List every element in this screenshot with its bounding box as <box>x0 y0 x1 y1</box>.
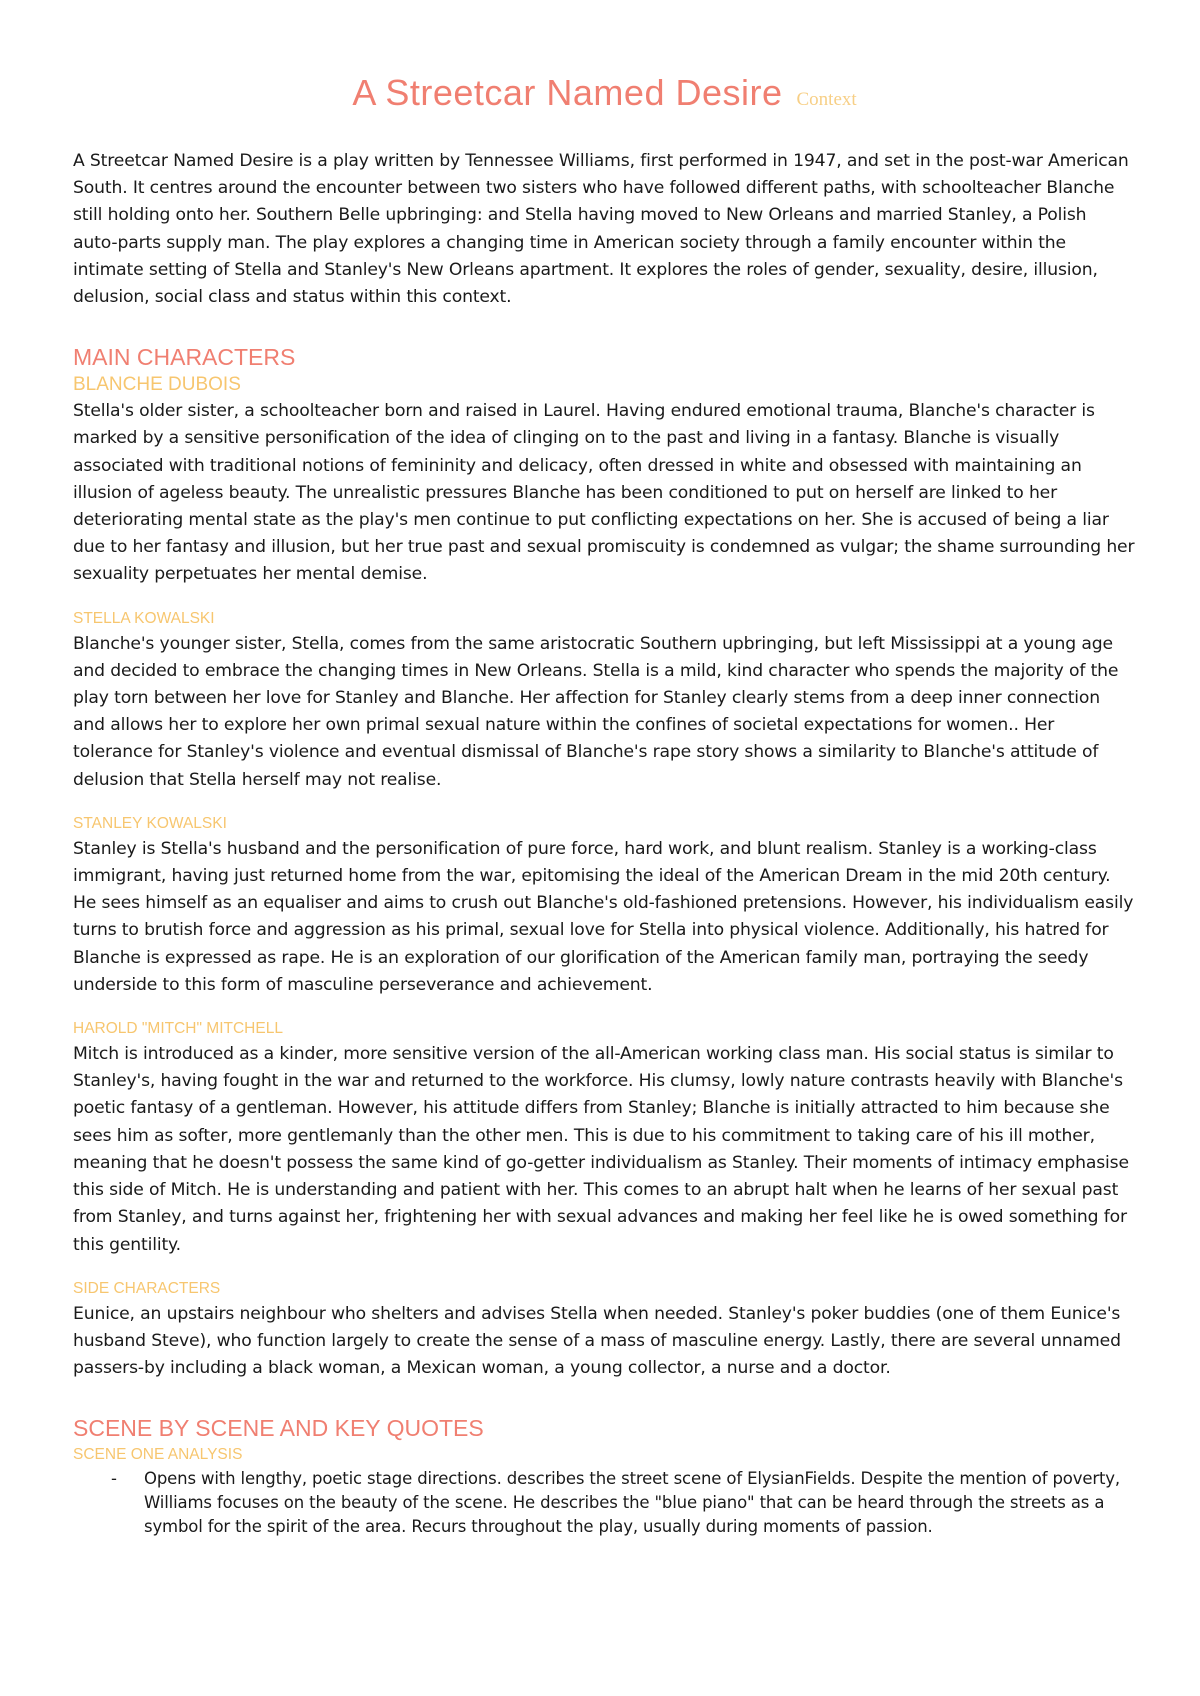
scenes-heading: SCENE BY SCENE AND KEY QUOTES <box>73 1415 484 1442</box>
stanley-paragraph: Stanley is Stella's husband and the personification of pure force, hard work, and blunt realism. Stanley is a working-class immigrant, having just returned home from the war, epitomising the ideal of the American Dream in the mid 20th century. He sees himself as an equaliser and aims to crush out Blanche's old-fashioned pretensions. However, his individualism easily turns to brutish force and aggression as his primal, sexual love for Stella into physical violence. Additionally, his hatred for Blanche is expressed as rape. He is an exploration of our glorification of the American family man, portraying the seedy underside to this form of masculine perseverance and achievement. <box>73 838 1134 995</box>
intro-paragraph: A Streetcar Named Desire is a play written by Tennessee Williams, first performed in 1947, and set in the post-war American South. It centres around the encounter between two sisters who have followed different paths, with schoolteacher Blanche still holding onto her. Southern Belle upbringing: and Stella having moved to New Orleans and married Stanley, a Polish auto-parts supply man. The play explores a changing time in American society through a family encounter within the intimate setting of Stella and Stanley's New Orleans apartment. It explores the roles of gender, sexuality, desire, illusion, delusion, social class and status within this context. <box>73 151 1129 308</box>
document-content <box>73 72 1136 1539</box>
side-characters-paragraph: Eunice, an upstairs neighbour who shelters and advises Stella when needed. Stanley's poker buddies (one of them Eunice's husband Steve), who function largely to create the sense of a mass of masculine energy. Lastly, there are several unnamed passers-by including a black woman, a Mexican woman, a young collector, a nurse and a doctor. <box>73 1303 1121 1379</box>
stanley-heading: STANLEY KOWALSKI <box>73 814 227 832</box>
mitch-heading: HAROLD "MITCH" MITCHELL <box>73 1020 283 1038</box>
document-subtitle: Context <box>796 89 857 110</box>
scene-one-heading: SCENE ONE ANALYSIS <box>73 1446 243 1464</box>
bullet-dash: - <box>111 1469 117 1489</box>
title-row <box>73 72 1136 114</box>
main-characters-heading: MAIN CHARACTERS <box>73 344 296 371</box>
blanche-heading: BLANCHE DUBOIS <box>73 374 241 396</box>
list-item <box>73 1467 1136 1539</box>
side-characters-heading: SIDE CHARACTERS <box>73 1279 221 1297</box>
scene-one-bullet-list <box>73 1467 1136 1539</box>
stella-paragraph: Blanche's younger sister, Stella, comes from the same aristocratic Southern upbringing, but left Mississippi at a young age and decided to embrace the changing times in New Orleans. Stella is a mild, kind character who spends the majority of the play torn between her love for Stanley and Blanche. Her affection for Stanley clearly stems from a deep inner connection and allows her to explore her own primal sexual nature within the confines of societal expectations for women.. Her tolerance for Stanley's violence and eventual dismissal of Blanche's rape story shows a similarity to Blanche's attitude of delusion that Stella herself may not realise. <box>73 633 1119 790</box>
document-title: A Streetcar Named Desire <box>352 72 783 113</box>
mitch-paragraph: Mitch is introduced as a kinder, more sensitive version of the all-American working class man. His social status is similar to Stanley's, having fought in the war and returned to the workforce. His clumsy, lowly nature contrasts heavily with Blanche's poetic fantasy of a gentleman. However, his attitude differs from Stanley; Blanche is initially attracted to him because she sees him as softer, more gentlemanly than the other men. This is due to his commitment to taking care of his ill mother, meaning that he doesn't possess the same kind of go-getter individualism as Stanley. Their moments of intimacy emphasise this side of Mitch. He is understanding and patient with her. This comes to an abrupt halt when he learns of her sexual past from Stanley, and turns against her, frightening her with sexual advances and making her feel like he is owed something for this gentility. <box>73 1044 1129 1255</box>
blanche-paragraph: Stella's older sister, a schoolteacher born and raised in Laurel. Having endured emotional trauma, Blanche's character is marked by a sensitive personification of the idea of clinging on to the past and living in a fantasy. Blanche is visually associated with traditional notions of femininity and delicacy, often dressed in white and obsessed with maintaining an illusion of ageless beauty. The unrealistic pressures Blanche has been conditioned to put on herself are linked to her deteriorating mental state as the play's men continue to put conflicting expectations on her. She is accused of being a liar due to her fantasy and illusion, but her true past and sexual promiscuity is condemned as vulgar; the shame surrounding her sexuality perpetuates her mental demise. <box>73 401 1135 585</box>
stella-heading: STELLA KOWALSKI <box>73 609 215 627</box>
bullet-text: Opens with lengthy, poetic stage directions. describes the street scene of ElysianFields. Despite the mention of poverty, Williams focuses on the beauty of the scene. He describes the "blue piano" that can be heard through the streets as a symbol for the spirit of the area. Recurs throughout the play, usually during moments of passion. <box>144 1469 1120 1537</box>
